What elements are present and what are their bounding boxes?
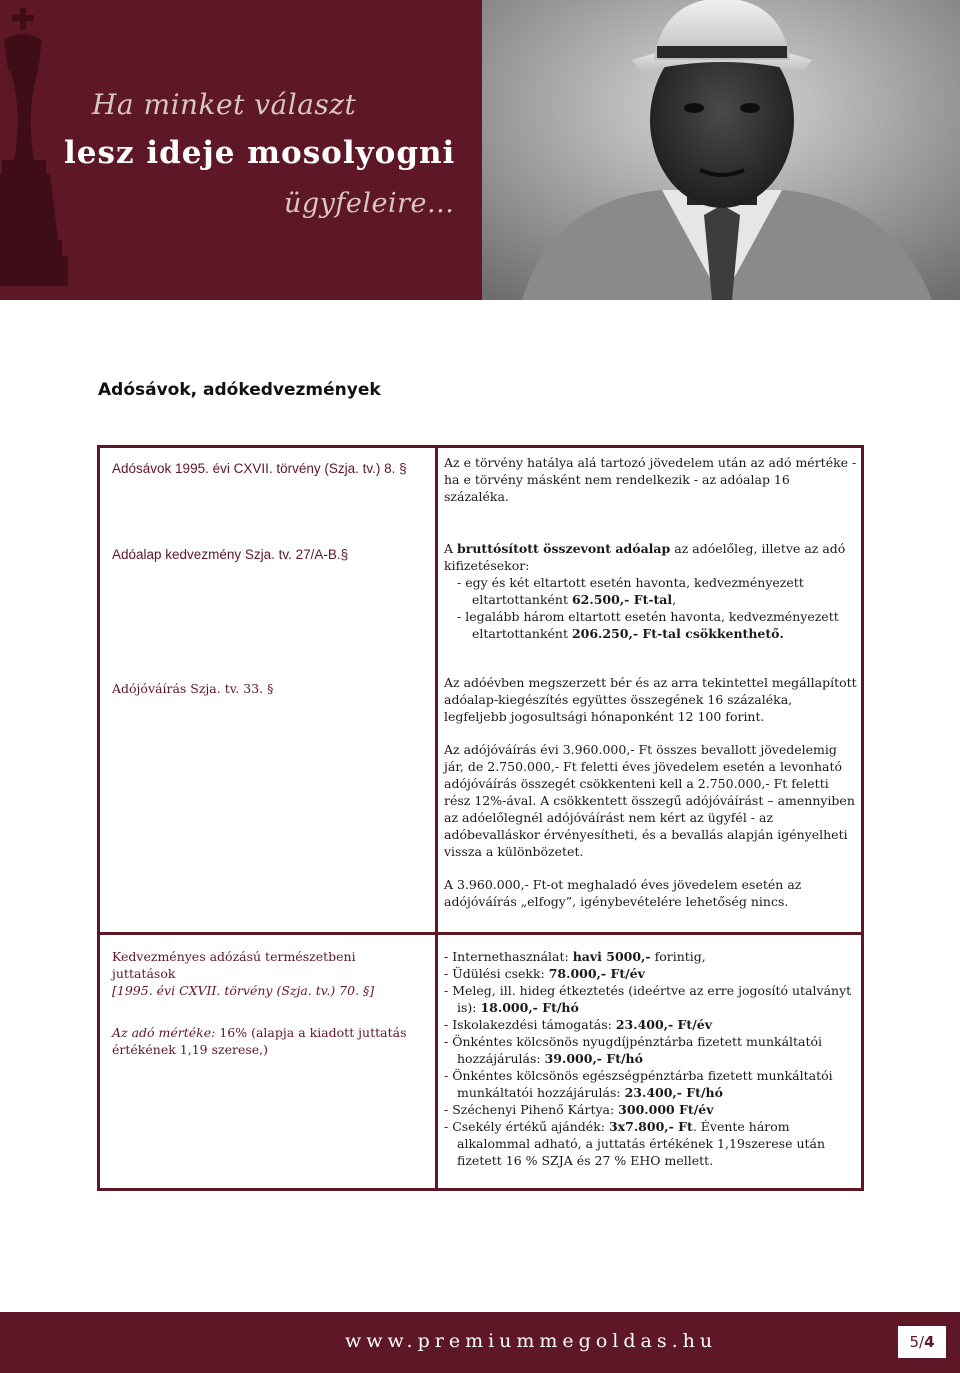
label-bold: Adójóváírás bbox=[112, 681, 187, 696]
page-total: 4 bbox=[924, 1333, 935, 1351]
section-title: Adósávok, adókedvezmények bbox=[98, 380, 381, 400]
label-line-2: juttatások bbox=[112, 966, 176, 981]
list-item bbox=[444, 1135, 858, 1152]
text-bold: 206.250,- Ft-tal csökkenthető. bbox=[571, 626, 784, 641]
row-adosavok-text: Az e törvény hatálya alá tartozó jövedelem után az adó mértéke - ha e törvény másként nem rendelkezik - az adóalap 16 százaléka. bbox=[444, 455, 857, 504]
row-adojovairas-text bbox=[444, 674, 858, 910]
t-bold: 3x7.800,- Ft bbox=[608, 1119, 693, 1134]
list-item bbox=[444, 999, 858, 1016]
label-rest: Szja. tv. 33. § bbox=[186, 681, 274, 696]
t-bold: havi 5000,- bbox=[572, 949, 651, 964]
chess-piece-icon bbox=[0, 0, 70, 300]
t: is): bbox=[457, 1000, 481, 1015]
list-item bbox=[444, 965, 858, 982]
adoalap-item-2b bbox=[444, 625, 858, 642]
t-bold: 18.000,- Ft/hó bbox=[480, 1000, 579, 1015]
t: munkáltatói hozzájárulás: bbox=[457, 1085, 625, 1100]
adojovairas-p1: Az adóévben megszerzett bér és az arra tekintettel megállapított adóalap-kiegészítés együttes összegének 16 százaléka, legfeljebb jogosultsági hónaponként 12 100 forint. bbox=[444, 675, 857, 724]
adojovairas-p2: Az adójóváírás évi 3.960.000,- Ft összes bevallott jövedelemig jár, de 2.750.000,- Ft feletti éves jövedelem esetén a levonható adójóváírás összegét csökkenteni kell a 2.750.000,- Ft feletti rész 12%-ával. A csökkentett összegű adójóváírást – amennyiben az adóelőlegnél adójóváírást nem kért az ügyfél - az adóbevalláskor érvényesítheti, és a bevallás alapján igényelheti vissza a különbözetet. bbox=[444, 742, 855, 859]
rate-label: Az adó mértéke: bbox=[112, 1025, 216, 1040]
t: hozzájárulás: bbox=[457, 1051, 545, 1066]
row-adosavok-label bbox=[112, 460, 407, 477]
t: - Iskolakezdési támogatás: bbox=[444, 1017, 616, 1032]
row-divider bbox=[100, 932, 861, 935]
label-rest: Szja. tv. 27/A-B.§ bbox=[241, 547, 349, 562]
list-item bbox=[444, 1050, 858, 1067]
row-adojovairas-label bbox=[112, 680, 273, 697]
slogan-line-1: Ha minket választ bbox=[92, 88, 357, 121]
list-item bbox=[444, 1033, 858, 1050]
text-bold: bruttósított összevont adóalap bbox=[457, 541, 671, 556]
t-bold: 78.000,- Ft/év bbox=[548, 966, 645, 981]
t: alkalommal adható, a juttatás értékének 1,19szerese után bbox=[457, 1136, 826, 1151]
list-item bbox=[444, 1067, 858, 1084]
tax-info-table bbox=[97, 445, 864, 1191]
t: - Önkéntes kölcsönös nyugdíjpénztárba fizetett munkáltatói bbox=[444, 1034, 823, 1049]
list-item bbox=[444, 1101, 858, 1118]
header-banner bbox=[0, 0, 960, 300]
t: - Csekély értékű ajándék: bbox=[444, 1119, 609, 1134]
label-bold: Adóalap kedvezmény bbox=[112, 547, 242, 562]
label-bold: Adósávok bbox=[112, 461, 172, 476]
row-adoalap-label bbox=[112, 546, 348, 563]
page-separator: / bbox=[919, 1333, 925, 1351]
text: eltartottanként bbox=[472, 592, 572, 607]
list-item bbox=[444, 982, 858, 999]
page-current: 5 bbox=[909, 1333, 920, 1351]
website-link[interactable]: www.premiummegoldas.hu bbox=[345, 1330, 718, 1352]
t-bold: 300.000 Ft/év bbox=[618, 1102, 714, 1117]
slogan-line-2: lesz ideje mosolyogni bbox=[64, 135, 456, 171]
portrait-photo bbox=[482, 0, 960, 300]
t: forintig, bbox=[650, 949, 706, 964]
adoalap-intro bbox=[444, 540, 858, 574]
page-number bbox=[898, 1326, 946, 1358]
adoalap-item-2a: - legalább három eltartott esetén havonta, kedvezményezett bbox=[457, 609, 839, 624]
text: az adóelőleg, illetve az adó kifizetésekor: bbox=[444, 541, 846, 573]
rate-text-2: értékének 1,19 szerese,) bbox=[112, 1042, 268, 1057]
t: - Üdülési csekk: bbox=[444, 966, 549, 981]
t: - Széchenyi Pihenő Kártya: bbox=[444, 1102, 619, 1117]
row-juttatasok-list bbox=[444, 948, 858, 1169]
list-item bbox=[444, 1016, 858, 1033]
t: fizetett 16 % SZJA és 27 % EHO mellett. bbox=[457, 1153, 714, 1168]
t: - Meleg, ill. hideg étkeztetés (ideértve az erre jogosító utalványt bbox=[444, 983, 852, 998]
footer-bar bbox=[0, 1312, 960, 1373]
t-bold: 39.000,- Ft/hó bbox=[544, 1051, 643, 1066]
t: . Évente három bbox=[692, 1119, 790, 1134]
text: , bbox=[672, 592, 677, 607]
adoalap-item-1b bbox=[444, 591, 858, 608]
slogan-line-3: ügyfeleire... bbox=[284, 188, 455, 219]
list-item bbox=[444, 1152, 858, 1169]
rate-text: 16% (alapja a kiadott juttatás bbox=[215, 1025, 407, 1040]
t: - Internethasználat: bbox=[444, 949, 573, 964]
label-law: [1995. évi CXVII. törvény (Szja. tv.) 70. §] bbox=[112, 983, 375, 998]
row-juttatasok-label bbox=[112, 948, 428, 1058]
row-adoalap-text bbox=[444, 540, 858, 642]
label-line-1: Kedvezményes adózású természetbeni bbox=[112, 949, 356, 964]
adoalap-item-1a: - egy és két eltartott esetén havonta, kedvezményezett bbox=[457, 575, 804, 590]
label-rest: 1995. évi CXVII. törvény (Szja. tv.) 8. § bbox=[171, 461, 407, 476]
adojovairas-p3: A 3.960.000,- Ft-ot meghaladó éves jövedelem esetén az adójóváírás „elfogy”, igénybevételére lehetőség nincs. bbox=[444, 877, 802, 909]
list-item bbox=[444, 1084, 858, 1101]
t-bold: 23.400,- Ft/év bbox=[615, 1017, 712, 1032]
text: A bbox=[444, 541, 458, 556]
t-bold: 23.400,- Ft/hó bbox=[624, 1085, 723, 1100]
list-item bbox=[444, 948, 858, 965]
list-item bbox=[444, 1118, 858, 1135]
column-divider bbox=[435, 448, 438, 1188]
text: eltartottanként bbox=[472, 626, 572, 641]
t: - Önkéntes kölcsönös egészségpénztárba fizetett munkáltatói bbox=[444, 1068, 833, 1083]
text-bold: 62.500,- Ft-tal bbox=[571, 592, 673, 607]
